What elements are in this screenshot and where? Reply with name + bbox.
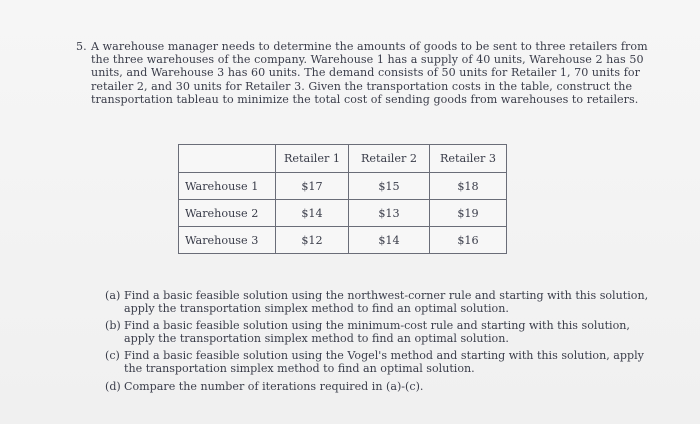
cost-cell: $13 <box>349 200 430 227</box>
column-header: Retailer 3 <box>430 145 507 173</box>
cost-cell: $16 <box>430 227 507 254</box>
cost-cell: $18 <box>430 173 507 200</box>
row-header: Warehouse 3 <box>179 227 276 254</box>
table-row <box>179 173 507 200</box>
part-label: (b) <box>105 319 121 333</box>
problem-line: transportation tableau to minimize the total cost of sending goods from warehouses to retailers. <box>91 92 639 106</box>
problem-text <box>76 40 648 106</box>
part-label: (c) <box>105 349 120 363</box>
column-header: Retailer 2 <box>349 145 430 173</box>
question-parts <box>105 289 649 398</box>
cost-cell: $19 <box>430 200 507 227</box>
question-part-c <box>105 349 644 375</box>
part-line: apply the transportation simplex method to find an optimal solution. <box>124 301 509 315</box>
cost-cell: $12 <box>276 227 349 254</box>
table-corner-cell <box>179 145 276 173</box>
part-line: the transportation simplex method to find an optimal solution. <box>124 361 475 375</box>
part-line: Find a basic feasible solution using the Vogel's method and starting with this solution, apply <box>124 349 644 363</box>
part-line: Find a basic feasible solution using the minimum-cost rule and starting with this solution, <box>124 319 630 333</box>
problem-line: units, and Warehouse 3 has 60 units. The demand consists of 50 units for Retailer 1, 70 units for <box>91 66 640 80</box>
row-header: Warehouse 1 <box>179 173 276 200</box>
cost-cell: $15 <box>349 173 430 200</box>
part-line: Compare the number of iterations required in (a)-(c). <box>124 379 424 393</box>
part-line: apply the transportation simplex method to find an optimal solution. <box>124 331 509 345</box>
part-line: Find a basic feasible solution using the northwest-corner rule and starting with this solution, <box>124 289 649 302</box>
table-row <box>179 200 507 227</box>
question-part-a <box>105 289 649 315</box>
problem-line: retailer 2, and 30 units for Retailer 3. Given the transportation costs in the table, construct the <box>91 79 633 93</box>
question-part-d <box>105 381 605 394</box>
cost-cell: $14 <box>349 227 430 254</box>
problem-statement <box>76 40 648 106</box>
part-label: (d) <box>105 379 121 393</box>
table-row <box>179 227 507 254</box>
part-label: (a) <box>105 289 121 302</box>
cost-cell: $17 <box>276 173 349 200</box>
question-part-b <box>105 319 630 345</box>
table-header-row <box>179 145 507 173</box>
problem-line: A warehouse manager needs to determine the amounts of goods to be sent to three retailers from <box>91 40 648 53</box>
row-header: Warehouse 2 <box>179 200 276 227</box>
cost-cell: $14 <box>276 200 349 227</box>
problem-number: 5. <box>76 40 87 53</box>
transportation-cost-table <box>178 144 507 254</box>
column-header: Retailer 1 <box>276 145 349 173</box>
problem-line: the three warehouses of the company. Warehouse 1 has a supply of 40 units, Warehouse 2 has 50 <box>91 53 644 67</box>
